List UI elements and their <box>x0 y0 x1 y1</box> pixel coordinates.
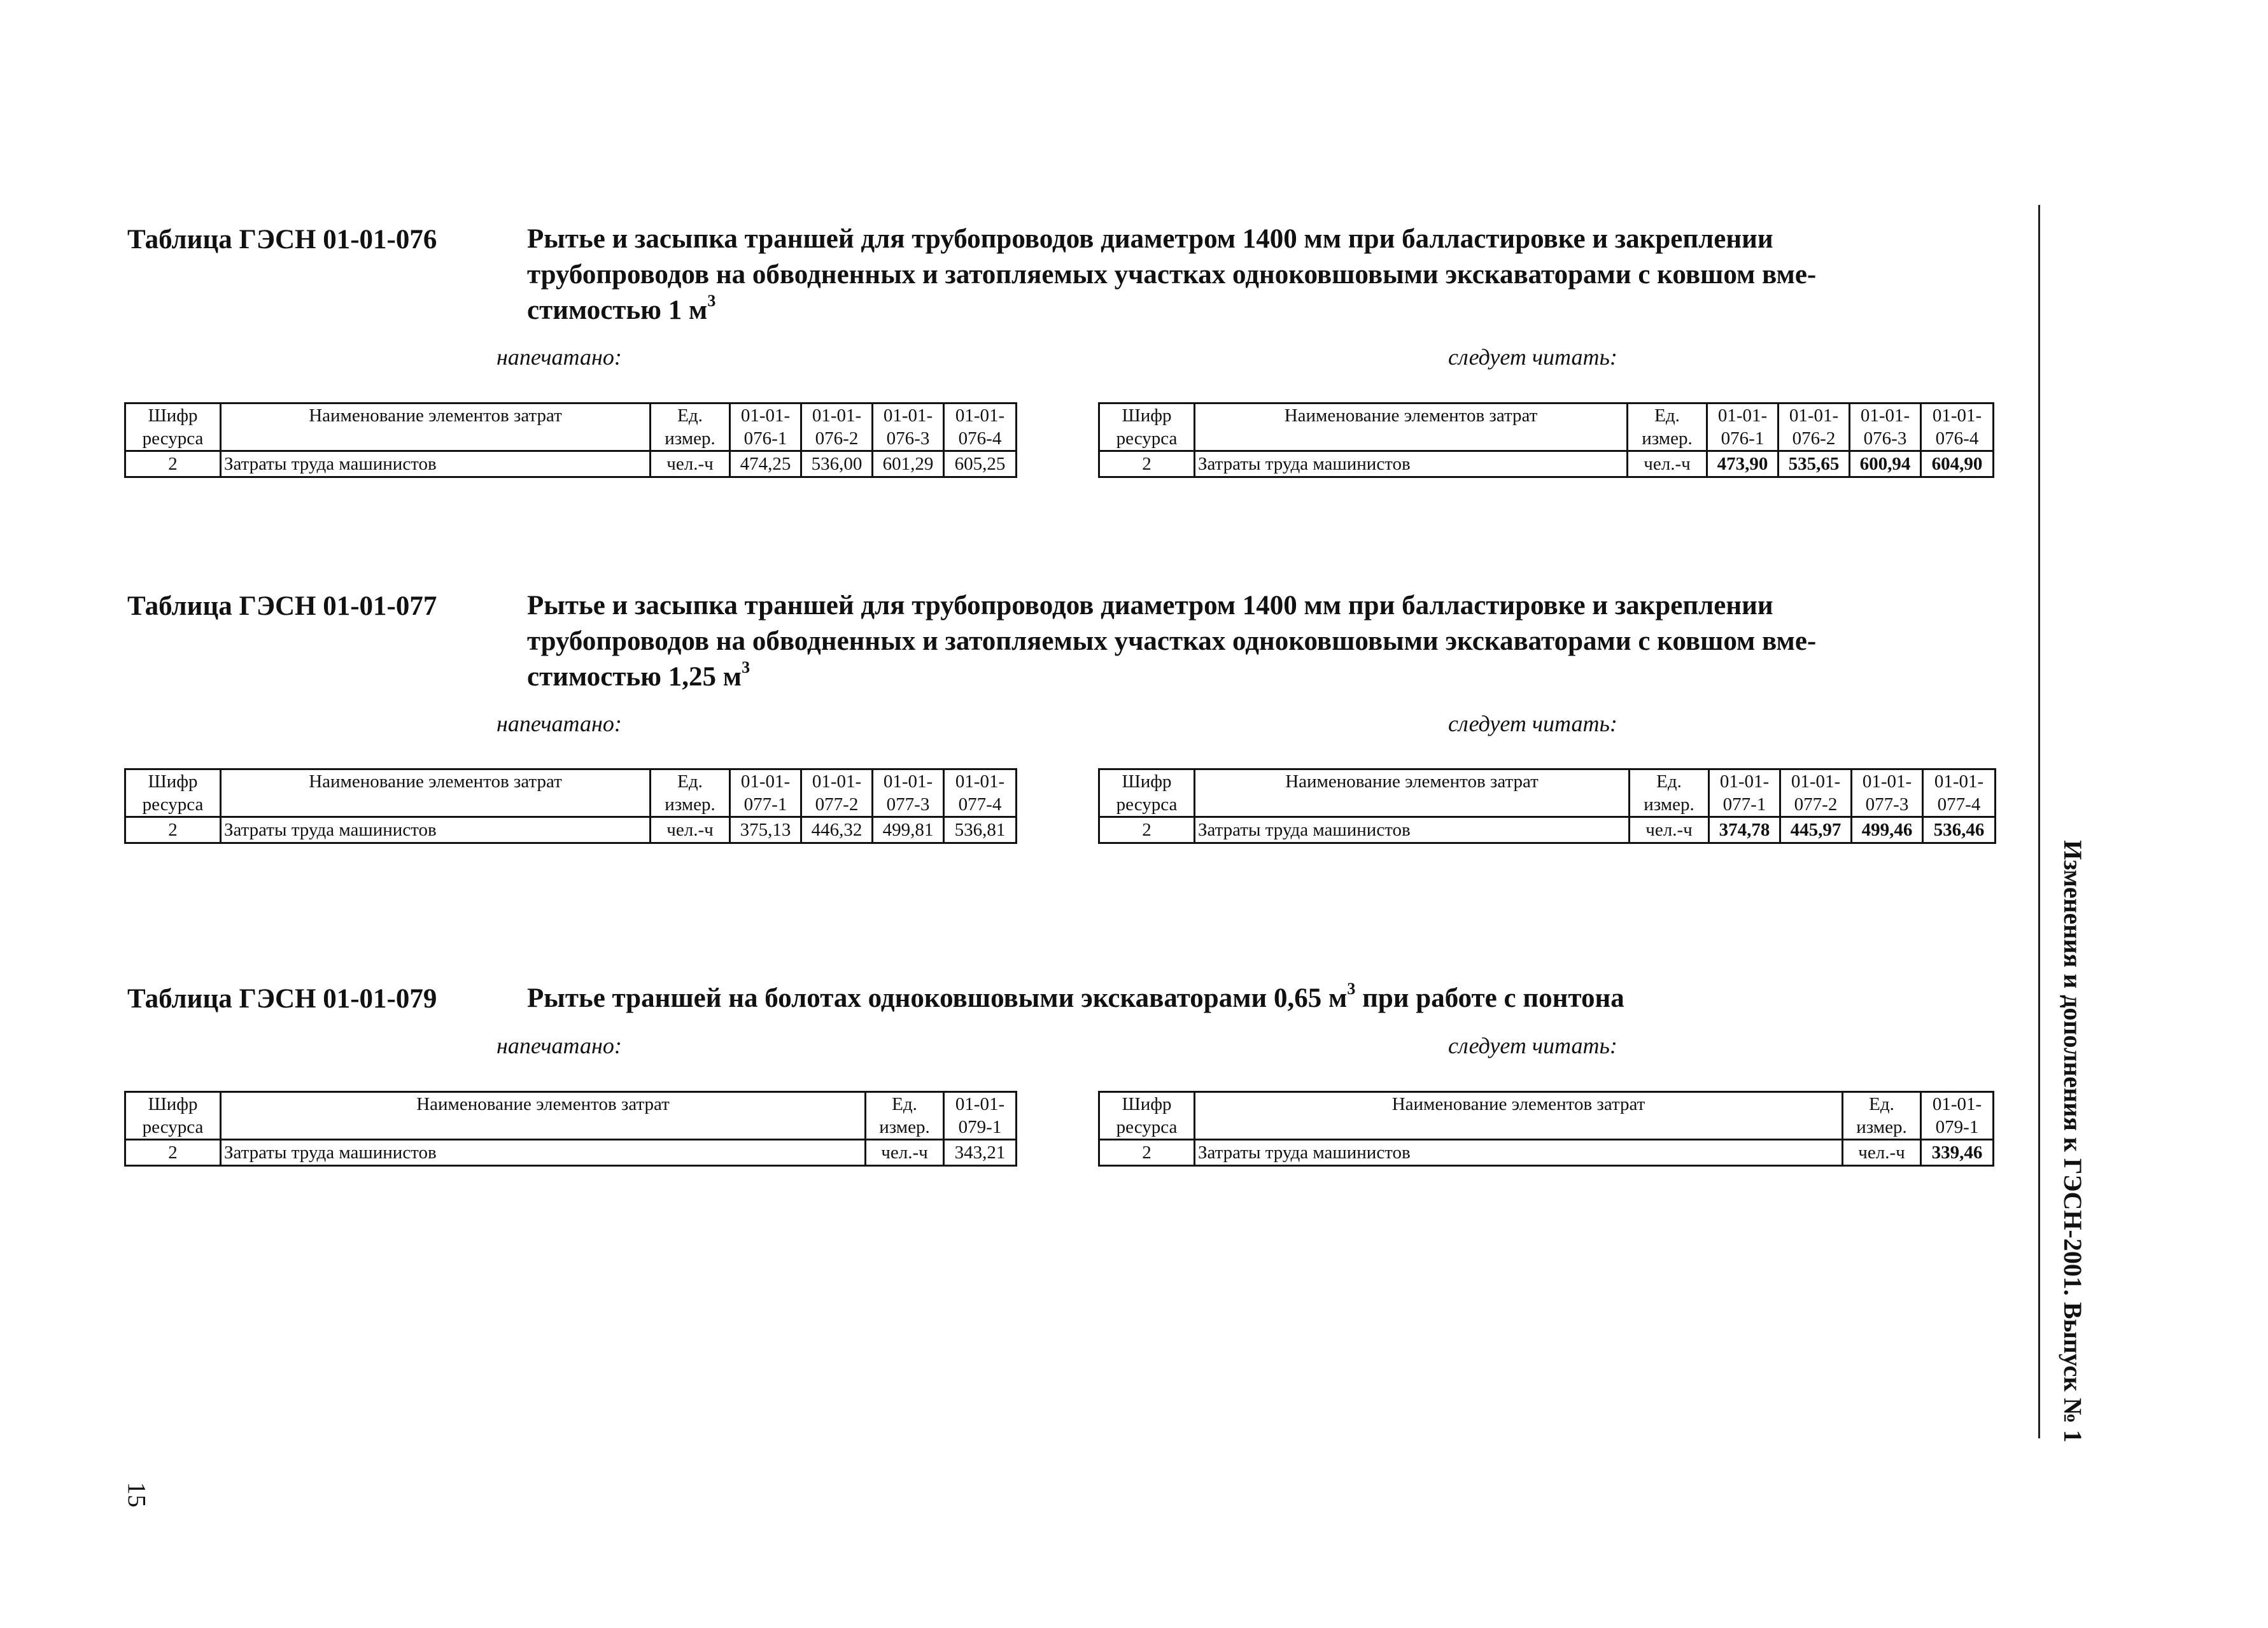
header-col: 01-01- 079-1 <box>1921 1092 1994 1140</box>
correct-table <box>1098 402 1994 478</box>
header-name: Наименование элементов затрат <box>221 769 651 817</box>
header-name: Наименование элементов затрат <box>221 1092 866 1140</box>
header-code: Шифр ресурса <box>125 1092 221 1140</box>
header-col: 01-01- 077-4 <box>944 769 1017 817</box>
header-col: 01-01- 076-2 <box>801 403 873 451</box>
header-unit: Ед. измер. <box>651 403 730 451</box>
header-col: 01-01- 076-4 <box>944 403 1017 451</box>
caption-printed: напечатано: <box>497 344 622 370</box>
header-code: Шифр ресурса <box>125 769 221 817</box>
header-col: 01-01- 077-2 <box>1780 769 1852 817</box>
table-row: 2 Затраты труда машинистов чел.-ч 474,25 536,00 601,29 605,25 <box>125 451 1017 477</box>
table-id: Таблица ГЭСН 01-01-077 <box>127 591 437 621</box>
superscript: 3 <box>1347 979 1356 998</box>
header-code: Шифр ресурса <box>1099 403 1195 451</box>
title-line: Рытье и засыпка траншей для трубопроводов диаметром 1400 мм при балластировке и закреплении <box>527 224 1773 254</box>
header-col: 01-01- 079-1 <box>944 1092 1017 1140</box>
table-title <box>527 588 1991 695</box>
printed-table <box>124 768 1017 844</box>
title-line: стимостью 1 $м^3$ <box>527 291 716 325</box>
header-unit: Ед. измер. <box>1630 769 1709 817</box>
table-row: 2 Затраты труда машинистов чел.-ч 473,90 535,65 600,94 604,90 <box>1099 451 1994 477</box>
header-col: 01-01- 076-1 <box>1707 403 1778 451</box>
margin-rule <box>2038 205 2040 1438</box>
header-code: Шифр ресурса <box>125 403 221 451</box>
correct-table <box>1098 1091 1994 1167</box>
header-col: 01-01- 077-4 <box>1923 769 1996 817</box>
header-code: Шифр ресурса <box>1099 769 1195 817</box>
header-col: 01-01- 077-1 <box>730 769 801 817</box>
correct-table <box>1098 768 1996 844</box>
table-row: 2 Затраты труда машинистов чел.-ч 343,21 <box>125 1140 1017 1166</box>
title-line: Рытье и засыпка траншей для трубопроводов диаметром 1400 мм при балластировке и закреплении <box>527 591 1773 621</box>
title-line: трубопроводов на обводненных и затопляемых участках одноковшовыми экскаваторами с ковшом вме- <box>527 260 1817 290</box>
caption-should-read: следует читать: <box>1448 1033 1617 1058</box>
title-line: трубопроводов на обводненных и затопляемых участках одноковшовыми экскаваторами с ковшом вме- <box>527 626 1817 656</box>
header-unit: Ед. измер. <box>866 1092 944 1140</box>
caption-printed: напечатано: <box>497 1033 622 1058</box>
header-unit: Ед. измер. <box>1628 403 1707 451</box>
header-name: Наименование элементов затрат <box>221 403 651 451</box>
running-header: Изменения и дополнения к ГЭСН-2001. Выпуск № 1 <box>2059 840 2087 1443</box>
header-col: 01-01- 076-4 <box>1921 403 1994 451</box>
table-id: Таблица ГЭСН 01-01-076 <box>127 225 437 255</box>
header-col: 01-01- 076-2 <box>1778 403 1850 451</box>
printed-table <box>124 1091 1017 1167</box>
header-col: 01-01- 077-3 <box>1852 769 1923 817</box>
table-title <box>527 221 1991 328</box>
page-number: 15 <box>122 1482 151 1508</box>
header-col: 01-01- 077-3 <box>873 769 944 817</box>
printed-table <box>124 402 1017 478</box>
header-col: 01-01- 076-3 <box>873 403 944 451</box>
title-line: стимостью 1,25 $м^3$ <box>527 658 750 692</box>
header-code: Шифр ресурса <box>1099 1092 1195 1140</box>
header-col: 01-01- 076-1 <box>730 403 801 451</box>
superscript: 3 <box>742 658 750 677</box>
header-col: 01-01- 077-1 <box>1709 769 1780 817</box>
table-row: 2 Затраты труда машинистов чел.-ч 374,78 445,97 499,46 536,46 <box>1099 817 1996 843</box>
table-title: Рытье траншей на болотах одноковшовыми экскаваторами 0,65 $м^3$ при работе с понтона <box>527 979 1624 1013</box>
header-unit: Ед. измер. <box>1843 1092 1921 1140</box>
header-name: Наименование элементов затрат <box>1195 403 1628 451</box>
table-id: Таблица ГЭСН 01-01-079 <box>127 984 437 1014</box>
header-name: Наименование элементов затрат <box>1195 1092 1843 1140</box>
header-unit: Ед. измер. <box>651 769 730 817</box>
caption-should-read: следует читать: <box>1448 344 1617 370</box>
table-row: 2 Затраты труда машинистов чел.-ч 375,13 446,32 499,81 536,81 <box>125 817 1017 843</box>
caption-should-read: следует читать: <box>1448 711 1617 736</box>
header-col: 01-01- 076-3 <box>1850 403 1921 451</box>
header-col: 01-01- 077-2 <box>801 769 873 817</box>
caption-printed: напечатано: <box>497 711 622 736</box>
superscript: 3 <box>707 291 716 310</box>
table-row: 2 Затраты труда машинистов чел.-ч 339,46 <box>1099 1140 1994 1166</box>
header-name: Наименование элементов затрат <box>1195 769 1630 817</box>
